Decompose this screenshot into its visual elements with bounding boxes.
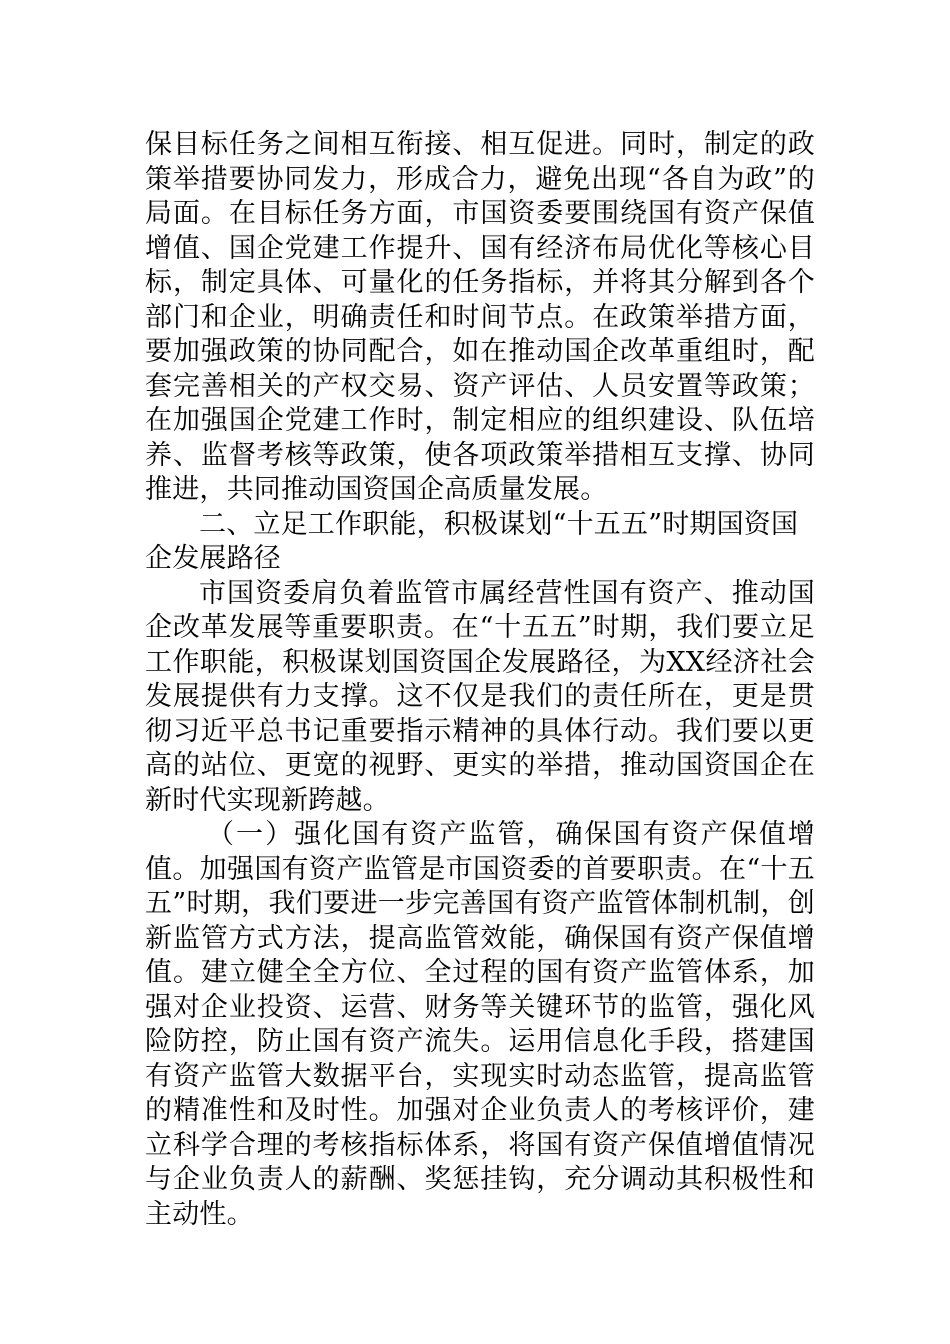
paragraph-continuation: 保目标任务之间相互衔接、相互促进。同时，制定的政策举措要协同发力，形成合力，避免出现“各自为政”的局面。在目标任务方面，市国资委要围绕国有资产保值增值、国企党建工作提升、国有经济布局优化等核心目标，制定具体、可量化的任务指标，并将其分解到各个部门和企业，明确责任和时间节点。在政策举措方面，要加强政策的协同配合，如在推动国企改革重组时，配套完善相关的产权交易、资产评估、人员安置等政策；在加强国企党建工作时，制定相应的组织建设、队伍培养、监督考核等政策，使各项政策举措相互支撑、协同推进，共同推动国资国企高质量发展。	[145, 129, 815, 505]
section-heading: 二、立足工作职能，积极谋划“十五五”时期国资国企发展路径	[145, 508, 799, 574]
paragraph-subsection-1: （一）强化国有资产监管，确保国有资产保值增值。加强国有资产监管是市国资委的首要职责。在“十五五”时期，我们要进一步完善国有资产监管体制机制，创新监管方式方法，提高监管效能，确保国有资产保值增值。建立健全全方位、全过程的国有资产监管体系，加强对企业投资、运营、财务等关键环节的监管，强化风险防控，防止国有资产流失。运用信息化手段，搭建国有资产监管大数据平台，实现实时动态监管，提高监管的精准性和及时性。加强对企业负责人的考核评价，建立科学合理的考核指标体系，将国有资产保值增值情况与企业负责人的薪酬、奖惩挂钩，充分调动其积极性和主动性。	[145, 819, 815, 1230]
paragraph-intro: 市国资委肩负着监管市属经营性国有资产、推动国企改革发展等重要职责。在“十五五”时期，我们要立足工作职能，积极谋划国资国企发展路径，为XX经济社会发展提供有力支撑。这不仅是我们的责任所在，更是贯彻习近平总书记重要指示精神的具体行动。我们要以更高的站位、更宽的视野、更实的举措，推动国资国企在新时代实现新跨越。	[145, 577, 815, 816]
document-page	[145, 128, 815, 1232]
